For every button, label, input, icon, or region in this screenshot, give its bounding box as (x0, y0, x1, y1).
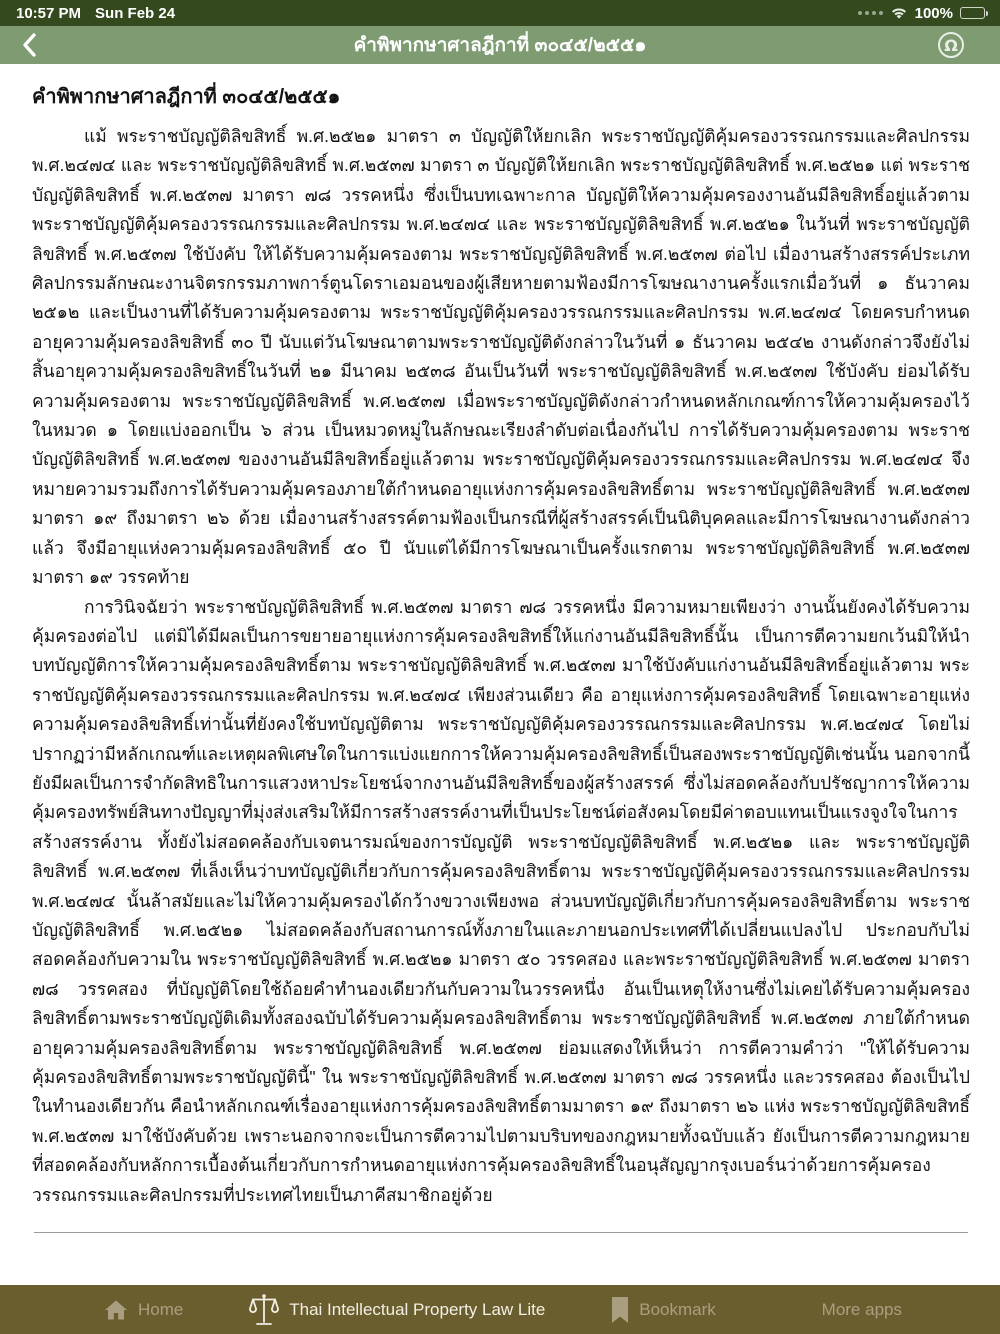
document-paragraph-2: การวินิจฉัยว่า พระราชบัญญัติลิขสิทธิ์ พ.ศ.๒๕๓๗ มาตรา ๗๘ วรรคหนึ่ง มีความหมายเพียงว่า งานนั้นยังคงได้รับความคุ้มครองต่อไป แต่มิได้มีผลเป็นการขยายอายุแห่งการคุ้มครองลิขสิทธิ์ให้แก่งานอันมีลิขสิทธิ์นั้น เป็นการตีความยกเว้นมิให้นำบทบัญญัติการให้ความคุ้มครองลิขสิทธิ์ตาม พระราชบัญญัติลิขสิทธิ์ พ.ศ.๒๕๓๗ มาใช้บังคับแก่งานอันมีลิขสิทธิ์อยู่แล้วตาม พระราชบัญญัติคุ้มครองวรรณกรรมและศิลปกรรม พ.ศ.๒๔๗๔ เพียงส่วนเดียว คือ อายุแห่งการคุ้มครองลิขสิทธิ์ โดยเฉพาะอายุแห่งความคุ้มครองลิขสิทธิ์เท่านั้นที่ยังคงใช้บทบัญญัติตาม พระราชบัญญัติคุ้มครองวรรณกรรมและศิลปกรรม พ.ศ.๒๔๗๔ โดยไม่ปรากฏว่ามีหลักเกณฑ์และเหตุผลพิเศษใดในการแบ่งแยกการให้ความคุ้มครองลิขสิทธิ์เป็นสองพระราชบัญญัติเช่นนั้น นอกจากนี้ยังมีผลเป็นการจำกัดสิทธิในการแสวงหาประโยชน์จากงานอันมีลิขสิทธิ์ของผู้สร้างสรรค์ ซึ่งไม่สอดคล้องกับปรัชญาการให้ความคุ้มครองทรัพย์สินทางปัญญาที่มุ่งส่งเสริมให้มีการสร้างสรรค์งานที่เป็นประโยชน์ต่อสังคมโดยมีค่าตอบแทนเป็นแรงจูงใจในการสร้างสรรค์งาน ทั้งยังไม่สอดคล้องกับเจตนารมณ์ของการบัญญัติ พระราชบัญญัติลิขสิทธิ์ พ.ศ.๒๕๒๑ และ พระราชบัญญัติลิขสิทธิ์ พ.ศ.๒๕๓๗ ที่เล็งเห็นว่าบทบัญญัติเกี่ยวกับการคุ้มครองลิขสิทธิ์ตาม พระราชบัญญัติคุ้มครองวรรณกรรมและศิลปกรรม พ.ศ.๒๔๗๔ นั้นล้าสมัยและไม่ให้ความคุ้มครองได้กว้างขวางเพียงพอ ส่วนบทบัญญัติเกี่ยวกับการคุ้มครองลิขสิทธิ์ตาม พระราชบัญญัติลิขสิทธิ์ พ.ศ.๒๕๒๑ ไม่สอดคล้องกับสถานการณ์ทั้งภายในและภายนอกประเทศที่ได้เปลี่ยนแปลงไป ประกอบกับไม่สอดคล้องกับความใน พระราชบัญญัติลิขสิทธิ์ พ.ศ.๒๕๒๑ มาตรา ๕๐ วรรคสอง และพระราชบัญญัติลิขสิทธิ์ พ.ศ.๒๕๓๗ มาตรา ๗๘ วรรคสอง ที่บัญญัติโดยใช้ถ้อยคำทำนองเดียวกันกับความในวรรคหนึ่ง อันเป็นเหตุให้งานซึ่งไม่เคยได้รับความคุ้มครองลิขสิทธิ์ตามพระราชบัญญัติเดิมทั้งสองฉบับได้รับความคุ้มครองลิขสิทธิ์ตาม พระราชบัญญัติลิขสิทธิ์ พ.ศ.๒๕๓๗ ภายใต้กำหนดอายุความคุ้มครองลิขสิทธิ์ตาม พระราชบัญญัติลิขสิทธิ์ พ.ศ.๒๕๓๗ ย่อมแสดงให้เห็นว่า การตีความคำว่า "ให้ได้รับความคุ้มครองลิขสิทธิ์ตามพระราชบัญญัตินี้" ใน พระราชบัญญัติลิขสิทธิ์ พ.ศ.๒๕๓๗ มาตรา ๗๘ วรรคหนึ่ง และวรรคสอง ต้องเป็นไปในทำนองเดียวกัน คือนำหลักเกณฑ์เรื่องอายุแห่งการคุ้มครองลิขสิทธิ์ตามมาตรา ๑๙ ถึงมาตรา ๒๖ แห่ง พระราชบัญญัติลิขสิทธิ์ พ.ศ.๒๕๓๗ มาใช้บังคับด้วย เพราะนอกจากจะเป็นการตีความไปตามบริบทของกฎหมายทั้งฉบับแล้ว ยังเป็นการตีความกฎหมายที่สอดคล้องกับหลักการเบื้องต้นเกี่ยวกับการกำหนดอายุแห่งการคุ้มครองลิขสิทธิ์ในอนุสัญญากรุงเบอร์นว่าด้วยการคุ้มครองวรรณกรรมและศิลปกรรมที่ประเทศไทยเป็นภาคีสมาชิกอยู่ด้วย (32, 596, 970, 1205)
back-button[interactable] (14, 30, 44, 60)
battery-icon (960, 7, 988, 19)
toolbar-item-label: More apps (821, 1299, 902, 1319)
toolbar-item-bookmark[interactable] (611, 1297, 716, 1323)
document-view[interactable] (0, 64, 1000, 1285)
nav-bar (0, 26, 1000, 64)
cellular-signal-icon (858, 11, 883, 15)
document-heading: คำพิพากษาศาลฎีกาที่ ๓๐๔๕/๒๕๕๑ (32, 86, 341, 108)
apps-grid-icon (782, 1295, 812, 1325)
bottom-toolbar (0, 1285, 1000, 1334)
toolbar-item-label: Bookmark (639, 1299, 716, 1319)
toolbar-item-app-title[interactable] (249, 1293, 545, 1327)
home-icon (104, 1298, 128, 1322)
toolbar-item-label: Thai Intellectual Property Law Lite (289, 1299, 546, 1319)
wifi-icon (890, 6, 908, 20)
document-paragraph-1: แม้ พระราชบัญญัติลิขสิทธิ์ พ.ศ.๒๕๒๑ มาตรา ๓ บัญญัติให้ยกเลิก พระราชบัญญัติคุ้มครองวรรณกรรมและศิลปกรรม พ.ศ.๒๔๗๔ และ พระราชบัญญัติลิขสิทธิ์ พ.ศ.๒๕๓๗ มาตรา ๓ บัญญัติให้ยกเลิก พระราชบัญญัติลิขสิทธิ์ พ.ศ.๒๕๒๑ แต่ พระราชบัญญัติลิขสิทธิ์ พ.ศ.๒๕๓๗ มาตรา ๗๘ วรรคหนึ่ง ซึ่งเป็นบทเฉพาะกาล บัญญัติให้ความคุ้มครองงานอันมีลิขสิทธิ์อยู่แล้วตาม พระราชบัญญัติคุ้มครองวรรณกรรมและศิลปกรรม พ.ศ.๒๔๗๔ และ พระราชบัญญัติลิขสิทธิ์ พ.ศ.๒๕๒๑ ในวันที่ พระราชบัญญัติลิขสิทธิ์ พ.ศ.๒๕๓๗ ใช้บังคับ ให้ได้รับความคุ้มครองตาม พระราชบัญญัติลิขสิทธิ์ พ.ศ.๒๕๓๗ ต่อไป เมื่องานสร้างสรรค์ประเภทศิลปกรรมลักษณะงานจิตรกรรมภาพการ์ตูนโดราเอมอนของผู้เสียหายตามฟ้องมีการโฆษณางานครั้งแรกเมื่อวันที่ ๑ ธันวาคม ๒๕๑๒ และเป็นงานที่ได้รับความคุ้มครองตาม พระราชบัญญัติคุ้มครองวรรณกรรมและศิลปกรรม พ.ศ.๒๔๗๔ โดยครบกำหนดอายุความคุ้มครองลิขสิทธิ์ ๓๐ ปี นับแต่วันโฆษณาตามพระราชบัญญัติดังกล่าวในวันที่ ๑ ธันวาคม ๒๕๔๒ งานดังกล่าวจึงยังไม่สิ้นอายุความคุ้มครองลิขสิทธิ์ในวันที่ ๒๑ มีนาคม ๒๕๓๘ อันเป็นวันที่ พระราชบัญญัติลิขสิทธิ์ พ.ศ.๒๕๓๗ ใช้บังคับ ย่อมได้รับความคุ้มครองตาม พระราชบัญญัติลิขสิทธิ์ พ.ศ.๒๕๓๗ เมื่อพระราชบัญญัติดังกล่าวกำหนดหลักเกณฑ์การให้ความคุ้มครองไว้ในหมวด ๑ โดยแบ่งออกเป็น ๖ ส่วน เป็นหมวดหมู่ในลักษณะเรียงลำดับต่อเนื่องกันไป การได้รับความคุ้มครองตาม พระราชบัญญัติลิขสิทธิ์ พ.ศ.๒๕๓๗ ของงานอันมีลิขสิทธิ์อยู่แล้วตาม พระราชบัญญัติคุ้มครองวรรณกรรมและศิลปกรรม พ.ศ.๒๔๗๔ จึงหมายความรวมถึงการได้รับความคุ้มครองภายใต้กำหนดอายุแห่งการคุ้มครองลิขสิทธิ์ตาม พระราชบัญญัติลิขสิทธิ์ พ.ศ.๒๕๓๗ มาตรา ๑๙ ถึงมาตรา ๒๖ ด้วย เมื่องานสร้างสรรค์ตามฟ้องเป็นกรณีที่ผู้สร้างสรรค์เป็นนิติบุคคลและมีการโฆษณางานดังกล่าวแล้ว จึงมีอายุแห่งความคุ้มครองลิขสิทธิ์ ๕๐ ปี นับแต่ได้มีการโฆษณาเป็นครั้งแรกตาม พระราชบัญญัติลิขสิทธิ์ พ.ศ.๒๕๓๗ มาตรา ๑๙ วรรคท้าย (32, 126, 970, 588)
toolbar-item-label: Home (138, 1299, 184, 1319)
section-divider (34, 1232, 968, 1233)
app-logo-icon[interactable] (938, 32, 964, 58)
toolbar-item-home[interactable] (104, 1298, 183, 1322)
toolbar-item-more-apps[interactable] (782, 1295, 902, 1325)
status-bar (0, 0, 1000, 26)
status-date: Sun Feb 24 (95, 4, 176, 22)
bookmark-icon (611, 1297, 629, 1323)
app-logo-glyph: Ω (944, 35, 958, 55)
status-time: 10:57 PM (16, 4, 82, 22)
page-title: คำพิพากษาศาลฎีกาที่ ๓๐๔๕/๒๕๕๑ (353, 35, 647, 56)
battery-percent: 100% (914, 4, 953, 22)
scales-icon (249, 1293, 279, 1327)
